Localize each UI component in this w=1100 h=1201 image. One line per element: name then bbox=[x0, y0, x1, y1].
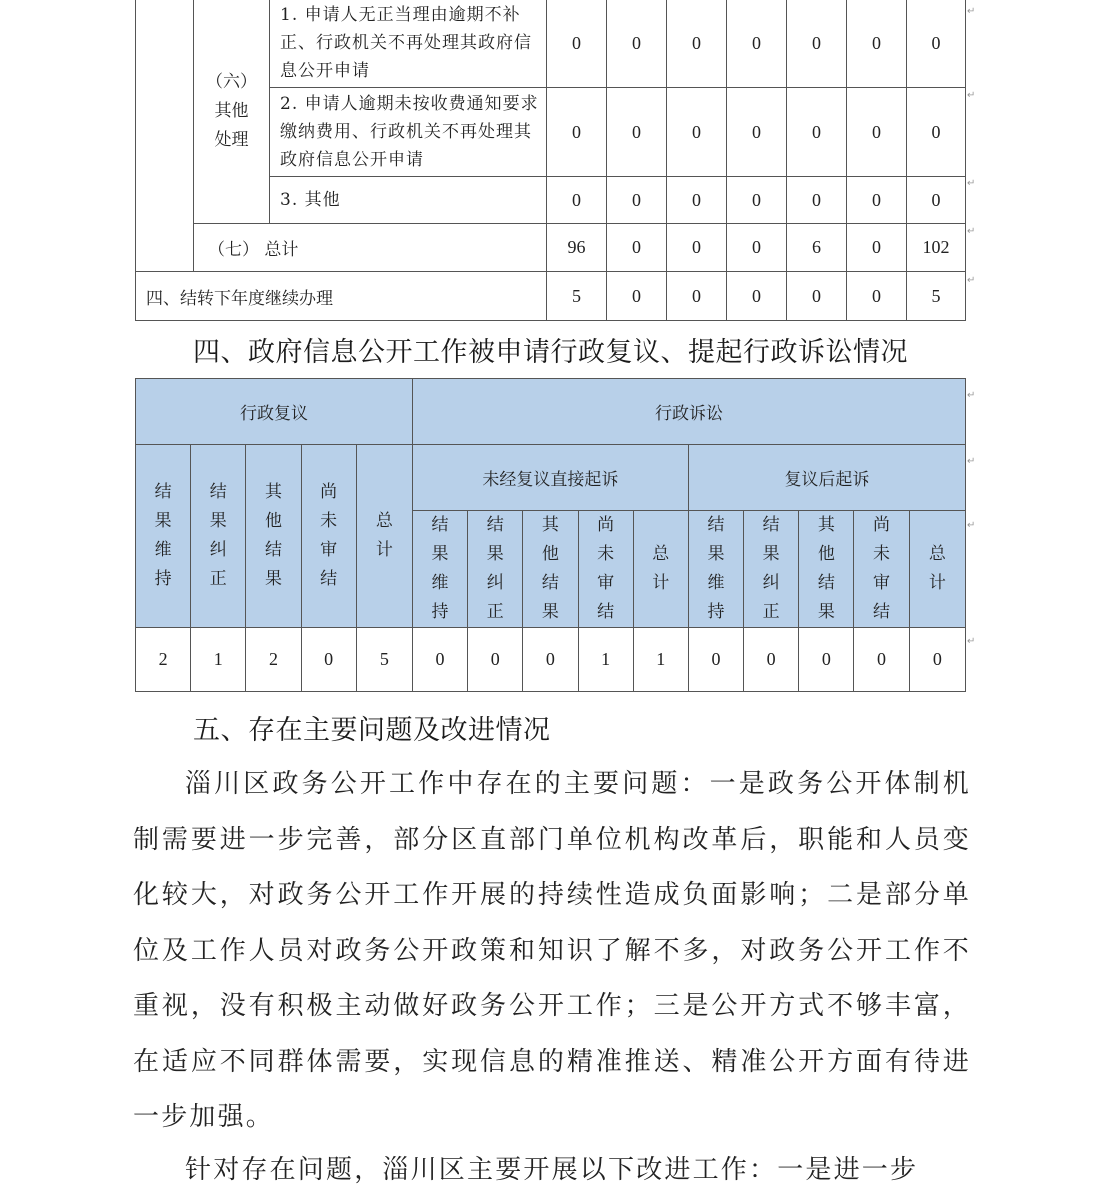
improvements-paragraph: 针对存在问题，淄川区主要开展以下改进工作：一是进一步 bbox=[185, 1155, 919, 1185]
cell-value: 0 bbox=[607, 0, 667, 88]
carry-over-label: 四、结转下年度继续办理 bbox=[136, 272, 547, 321]
review-litigation-table bbox=[135, 378, 966, 692]
cell-value: 102 bbox=[907, 224, 966, 272]
paragraph-mark-icon: ↵ bbox=[967, 275, 976, 286]
col-header-text: 结果纠正 bbox=[762, 515, 780, 622]
row-label: 2. 申请人逾期未按收费通知要求缴纳费用、行政机关不再处理其政府信息公开申请 bbox=[270, 88, 547, 177]
problems-paragraph: 淄川区政务公开工作中存在的主要问题：一是政务公开体制机制需要进一步完善，部分区直部门单位机构改革后，职能和人员变化较大，对政务公开工作开展的持续性造成负面影响；二是部分单位及工作人员对政务公开政策和知识了解不多，对政务公开工作不重视，没有积极主动做好政务公开工作；三是公开方式不够丰富，在适应不同群体需要，实现信息的精准推送、精准公开方面有待进一步加强。 bbox=[133, 769, 971, 1132]
col-header bbox=[799, 511, 854, 628]
paragraph-mark-icon: ↵ bbox=[967, 636, 976, 647]
carry-over-row bbox=[136, 272, 966, 321]
table-header-row bbox=[136, 445, 966, 511]
cell-value: 0 bbox=[847, 224, 907, 272]
cell-value: 1 bbox=[633, 628, 688, 692]
cell-value: 0 bbox=[301, 628, 356, 692]
cell-value: 0 bbox=[847, 0, 907, 88]
cell-value: 0 bbox=[523, 628, 578, 692]
col-header-text: 总计 bbox=[928, 544, 946, 593]
cell-value: 0 bbox=[787, 272, 847, 321]
paragraph-mark-icon: ↵ bbox=[967, 6, 976, 17]
cell-value: 2 bbox=[136, 628, 191, 692]
col-header-text: 其他结果 bbox=[541, 515, 559, 622]
col-header-text: 其他结果 bbox=[264, 482, 282, 589]
table-row bbox=[136, 628, 966, 692]
col-header-text: 尚未审结 bbox=[873, 515, 891, 622]
col-header-text: 结果纠正 bbox=[486, 515, 504, 622]
col-header bbox=[191, 445, 246, 628]
col-header-text: 尚未审结 bbox=[320, 482, 338, 589]
col-header bbox=[909, 511, 965, 628]
cell-value: 0 bbox=[607, 88, 667, 177]
cell-value: 0 bbox=[607, 272, 667, 321]
col-header-text: 结果维持 bbox=[154, 482, 172, 589]
col-header bbox=[246, 445, 301, 628]
cell-value: 0 bbox=[909, 628, 965, 692]
row-label: 1. 申请人无正当理由逾期不补正、行政机关不再处理其政府信息公开申请 bbox=[270, 0, 547, 88]
cell-value: 0 bbox=[799, 628, 854, 692]
col-header bbox=[412, 511, 467, 628]
cell-value: 0 bbox=[667, 88, 727, 177]
col-header-text: 结果维持 bbox=[431, 515, 449, 622]
table-header-row bbox=[136, 379, 966, 445]
cell-value: 0 bbox=[727, 177, 787, 224]
row-label: 3. 其他 bbox=[270, 177, 547, 224]
application-handling-table bbox=[135, 0, 966, 321]
col-header-text: 结果维持 bbox=[707, 515, 725, 622]
cell-value: 0 bbox=[727, 224, 787, 272]
col-header bbox=[356, 445, 412, 628]
cell-value: 0 bbox=[787, 88, 847, 177]
col-header-text: 结果纠正 bbox=[209, 482, 227, 589]
col-header bbox=[744, 511, 799, 628]
section-heading-5: 五、存在主要问题及改进情况 bbox=[193, 715, 551, 746]
cell-value: 0 bbox=[907, 0, 966, 88]
col-header bbox=[633, 511, 688, 628]
cell-value: 0 bbox=[847, 88, 907, 177]
col-header-text: 总计 bbox=[652, 544, 670, 593]
col-header bbox=[301, 445, 356, 628]
other-handling-label: （六） 其他 处理 bbox=[194, 0, 270, 224]
cell-value: 0 bbox=[547, 0, 607, 88]
cell-value: 5 bbox=[907, 272, 966, 321]
section-heading-4: 四、政府信息公开工作被申请行政复议、提起行政诉讼情况 bbox=[193, 337, 908, 368]
col-header bbox=[854, 511, 909, 628]
cell-value: 6 bbox=[787, 224, 847, 272]
cell-value: 0 bbox=[847, 272, 907, 321]
total-label: （七） 总计 bbox=[194, 224, 547, 272]
admin-litigation-header: 行政诉讼 bbox=[412, 379, 965, 445]
cell-value: 0 bbox=[547, 88, 607, 177]
paragraph-mark-icon: ↵ bbox=[967, 456, 976, 467]
cell-value: 0 bbox=[667, 224, 727, 272]
cell-value: 0 bbox=[607, 224, 667, 272]
cell-value: 5 bbox=[356, 628, 412, 692]
total-row bbox=[136, 224, 966, 272]
cell-value: 0 bbox=[667, 272, 727, 321]
col-header bbox=[578, 511, 633, 628]
cell-value: 0 bbox=[787, 0, 847, 88]
cell-value: 0 bbox=[667, 177, 727, 224]
direct-suit-header: 未经复议直接起诉 bbox=[412, 445, 688, 511]
col-header bbox=[136, 445, 191, 628]
cell-value: 0 bbox=[787, 177, 847, 224]
cell-value: 5 bbox=[547, 272, 607, 321]
col-header bbox=[523, 511, 578, 628]
cell-value: 0 bbox=[667, 0, 727, 88]
cell-value: 0 bbox=[607, 177, 667, 224]
cell-value: 0 bbox=[688, 628, 743, 692]
cell-value: 0 bbox=[727, 0, 787, 88]
table-row bbox=[136, 0, 966, 88]
col-header bbox=[688, 511, 743, 628]
cell-value: 0 bbox=[412, 628, 467, 692]
paragraph-mark-icon: ↵ bbox=[967, 178, 976, 189]
cell-value: 0 bbox=[907, 88, 966, 177]
cell-value: 0 bbox=[854, 628, 909, 692]
col-header-text: 其他结果 bbox=[817, 515, 835, 622]
cell-value: 1 bbox=[578, 628, 633, 692]
paragraph-mark-icon: ↵ bbox=[967, 90, 976, 101]
cell-value: 0 bbox=[744, 628, 799, 692]
outer-category-cell bbox=[136, 0, 194, 272]
col-header-text: 总计 bbox=[375, 511, 393, 560]
cell-value: 0 bbox=[547, 177, 607, 224]
cell-value: 0 bbox=[847, 177, 907, 224]
cell-value: 1 bbox=[191, 628, 246, 692]
cell-value: 0 bbox=[907, 177, 966, 224]
paragraph-mark-icon: ↵ bbox=[967, 226, 976, 237]
cell-value: 0 bbox=[727, 272, 787, 321]
paragraph-mark-icon: ↵ bbox=[967, 390, 976, 401]
cell-value: 0 bbox=[727, 88, 787, 177]
col-header bbox=[468, 511, 523, 628]
paragraph-mark-icon: ↵ bbox=[967, 520, 976, 531]
col-header-text: 尚未审结 bbox=[597, 515, 615, 622]
cell-value: 0 bbox=[468, 628, 523, 692]
cell-value: 96 bbox=[547, 224, 607, 272]
after-review-suit-header: 复议后起诉 bbox=[688, 445, 965, 511]
admin-review-header: 行政复议 bbox=[136, 379, 413, 445]
cell-value: 2 bbox=[246, 628, 301, 692]
